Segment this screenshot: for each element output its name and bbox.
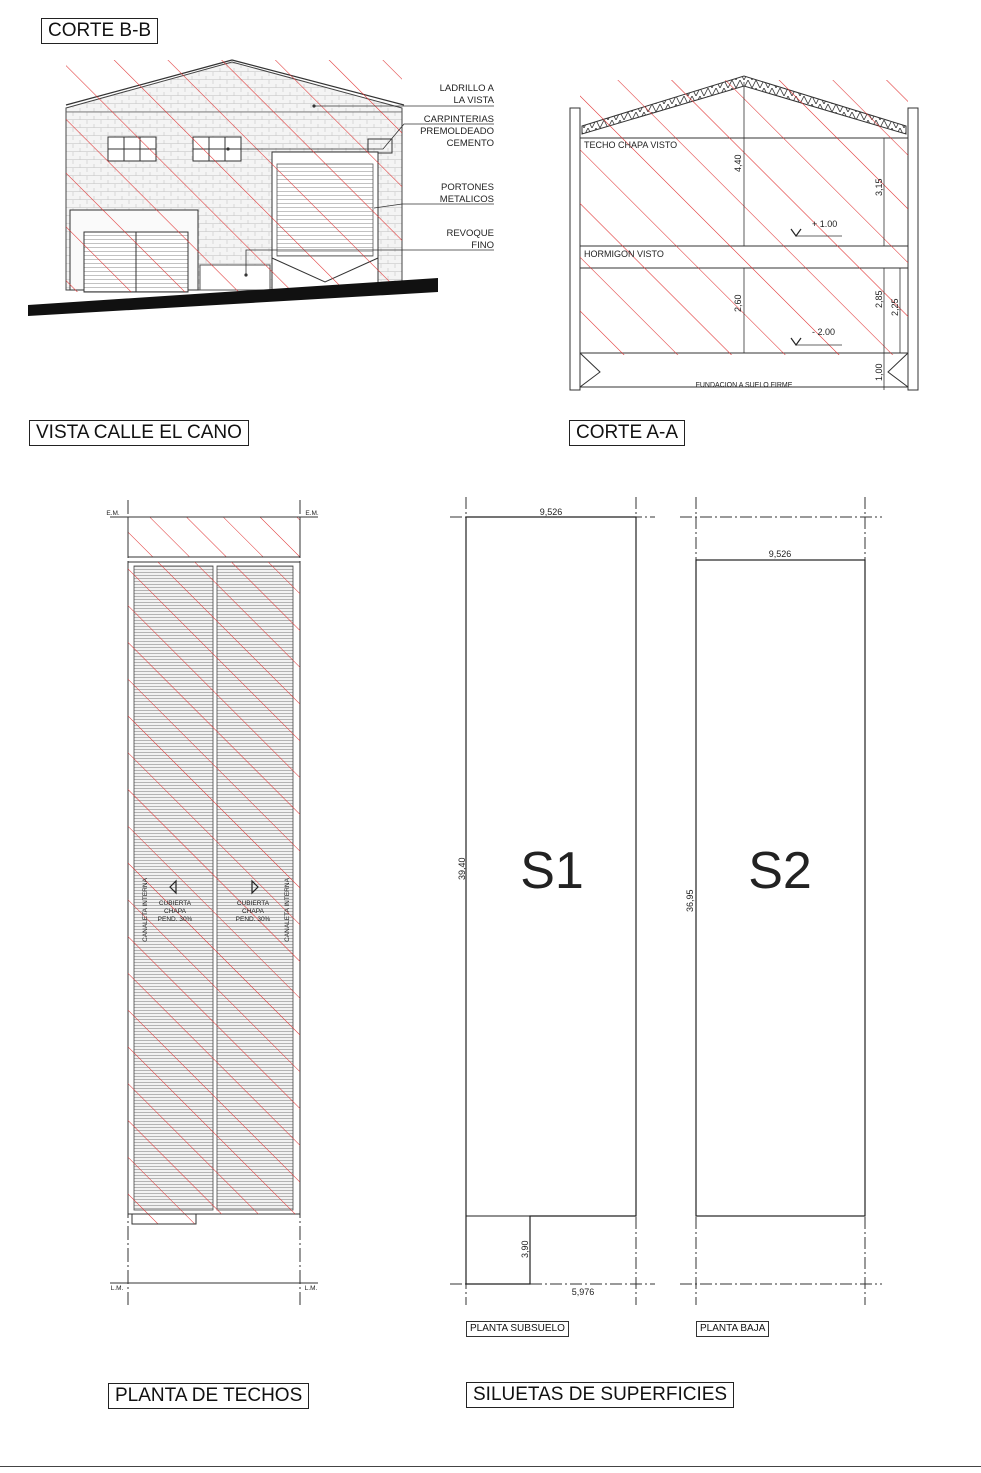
label-cubierta-left-1: CUBIERTA — [158, 900, 192, 907]
title-corte-bb: CORTE B-B — [41, 18, 158, 44]
label-cubierta-right-2: CHAPA — [242, 908, 264, 915]
level-plus-100: + 1.00 — [812, 219, 838, 229]
silhouette-s2 — [680, 497, 882, 1305]
label-portones-1: PORTONES — [441, 182, 494, 193]
label-cubierta-right-3: PEND. 30% — [235, 916, 271, 923]
label-techo-chapa: TECHO CHAPA VISTO — [584, 140, 678, 150]
label-revoque-2: FINO — [471, 240, 494, 251]
roof-plan — [106, 500, 319, 1305]
level-minus-200: - 2.00 — [812, 327, 836, 337]
label-carpinterias-3: CEMENTO — [446, 138, 494, 149]
dim-440: 4,40 — [733, 154, 743, 172]
title-siluetas: SILUETAS DE SUPERFICIES — [466, 1382, 734, 1408]
label-planta-subsuelo: PLANTA SUBSUELO — [466, 1321, 569, 1337]
s1-length: 39,40 — [457, 857, 467, 880]
label-canaleta-right: CANALETA INTERNA — [284, 878, 291, 942]
s2-length: 36,95 — [685, 889, 695, 912]
label-cubierta-left-3: PEND. 30% — [157, 916, 193, 923]
s1-bottom-depth: 3,90 — [520, 1240, 530, 1258]
facade-elevation — [28, 60, 495, 316]
label-fundacion: FUNDACION A SUELO FIRME — [695, 382, 793, 389]
s1-width: 9,526 — [539, 507, 563, 517]
dim-260: 2,60 — [733, 294, 743, 312]
label-ladrillo-2: LA VISTA — [453, 95, 494, 106]
label-cubierta-right-1: CUBIERTA — [236, 900, 270, 907]
label-portones-2: METALICOS — [439, 194, 494, 205]
title-corte-aa: CORTE A-A — [569, 420, 685, 446]
label-hormigon: HORMIGON VISTO — [584, 249, 664, 259]
label-carpinterias-2: PREMOLDEADO — [420, 126, 494, 137]
label-lm-bottom-left: L.M. — [110, 1285, 124, 1292]
label-carpinterias-1: CARPINTERIAS — [423, 114, 494, 125]
s1-bottom-width: 5,976 — [571, 1287, 595, 1297]
label-cubierta-left-2: CHAPA — [164, 908, 186, 915]
dim-285: 2,85 — [874, 290, 884, 308]
label-planta-baja: PLANTA BAJA — [696, 1321, 769, 1337]
label-ladrillo-1: LADRILLO A — [439, 83, 494, 94]
dim-100: 1,00 — [874, 363, 884, 381]
s2-label: S2 — [748, 842, 812, 900]
label-revoque-1: REVOQUE — [446, 228, 494, 239]
title-planta-techos: PLANTA DE TECHOS — [108, 1383, 309, 1409]
label-canaleta-left: CANALETA INTERNA — [142, 878, 149, 942]
s2-width: 9,526 — [768, 549, 792, 559]
label-lm-bottom-right: L.M. — [304, 1285, 318, 1292]
dim-315: 3,15 — [874, 178, 884, 196]
title-vista-calle: VISTA CALLE EL CANO — [29, 420, 249, 446]
sheet-bottom-rule — [0, 1466, 981, 1467]
dim-225: 2,25 — [890, 298, 900, 316]
s1-label: S1 — [520, 842, 584, 900]
section-aa — [570, 76, 918, 390]
label-em-top-left: E.M. — [106, 510, 120, 517]
silhouette-s1 — [450, 497, 655, 1305]
label-em-top-right: E.M. — [305, 510, 319, 517]
